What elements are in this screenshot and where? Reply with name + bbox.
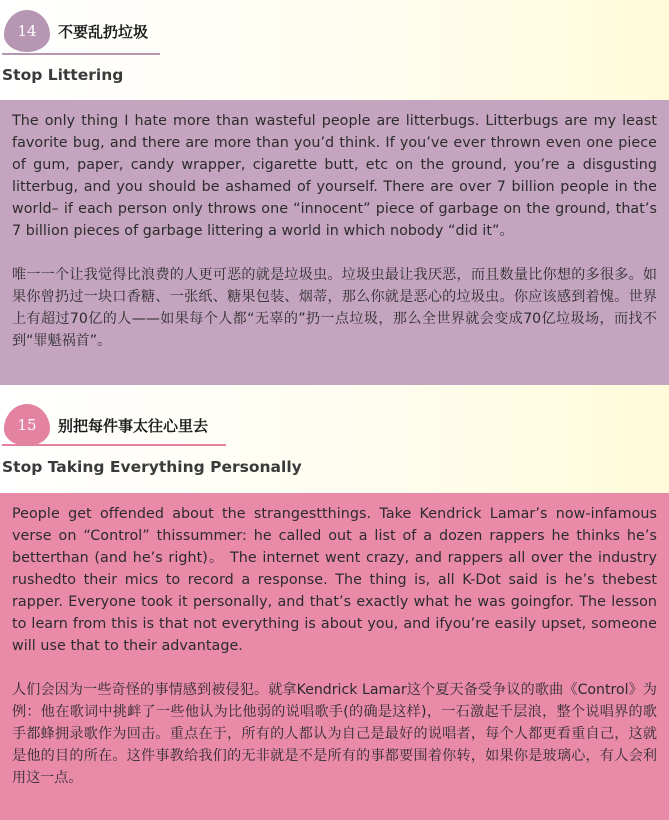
section-14-paragraph-cn: 唯一一个让我觉得比浪费的人更可恶的就是垃圾虫。垃圾虫最让我厌恶，而且数量比你想的多很多。如果你曾扔过一块口香糖、一张纸、糖果包装、烟蒂，那么你就是恶心的垃圾虫。你应该感到着愧。世界上有超过70亿的人——如果每个人都“无辜的”扔一点垃圾，那么全世界就会变成70亿垃圾场，而找不到“罪魁祸首”。 <box>12 267 657 349</box>
section-14-underline <box>2 53 160 55</box>
section-14-title-cn: 不要乱扔垃圾 <box>58 22 149 41</box>
section-15-title-en: Stop Taking Everything Personally <box>2 458 302 476</box>
section-14-paragraph-en: The only thing I hate more than wasteful people are litterbugs. Litterbugs are my least favorite bug, and there are more than you’d think. If you’ve ever thrown even one piece of gum, paper, candy wrapper, cigarette butt, etc on the ground, you’re a disgusting litterbug, and you should be ashamed of yourself. There are over 7 billion people in the world– if each person only throws one “innocent” piece of garbage on the ground, that’s 7 billion pieces of garbage littering a world in which nobody “did it”。 <box>12 113 657 239</box>
section-15-paragraph-cn: 人们会因为一些奇怪的事情感到被侵犯。就拿Kendrick Lamar这个夏天备受争议的歌曲《Control》为例：他在歌词中挑衅了一些他认为比他弱的说唱歌手(的确是这样)，一石激起千层浪，整个说唱界的歌手都蜂拥录歌作为回击。重点在于，所有的人都认为自己是最好的说唱者，每个人都更看重自己，这就是他的目的所在。这件事教给我们的无非就是不是所有的事都要围着你转，如果你是玻璃心，有人会利用这一点。 <box>12 682 657 786</box>
section-14-header <box>4 10 148 52</box>
section-15-title-cn: 别把每件事太往心里去 <box>58 416 209 435</box>
section-15-paragraph-en: People get offended about the strangestthings. Take Kendrick Lamar’s now-infamous verse on “Control” thissummer: he called out a list of a dozen rappers he thinks he’s betterthan (and he’s right)。 The internet went crazy, and rappers all over the industry rushedto their mics to record a response. The thing is, all K-Dot said is he’s thebest rapper. Everyone took it personally, and that’s exactly what he was goingfor. The lesson to learn from this is that not everything is about you, and ifyou’re easily upset, someone will use that to their advantage. <box>12 506 657 654</box>
section-15-panel <box>0 493 669 820</box>
section-14-panel <box>0 100 669 385</box>
section-14-number-badge: 14 <box>4 10 50 52</box>
section-15-header <box>4 404 208 446</box>
section-15-underline <box>2 444 226 446</box>
section-15-number-badge: 15 <box>4 404 50 446</box>
section-14-title-en: Stop Littering <box>2 66 124 84</box>
